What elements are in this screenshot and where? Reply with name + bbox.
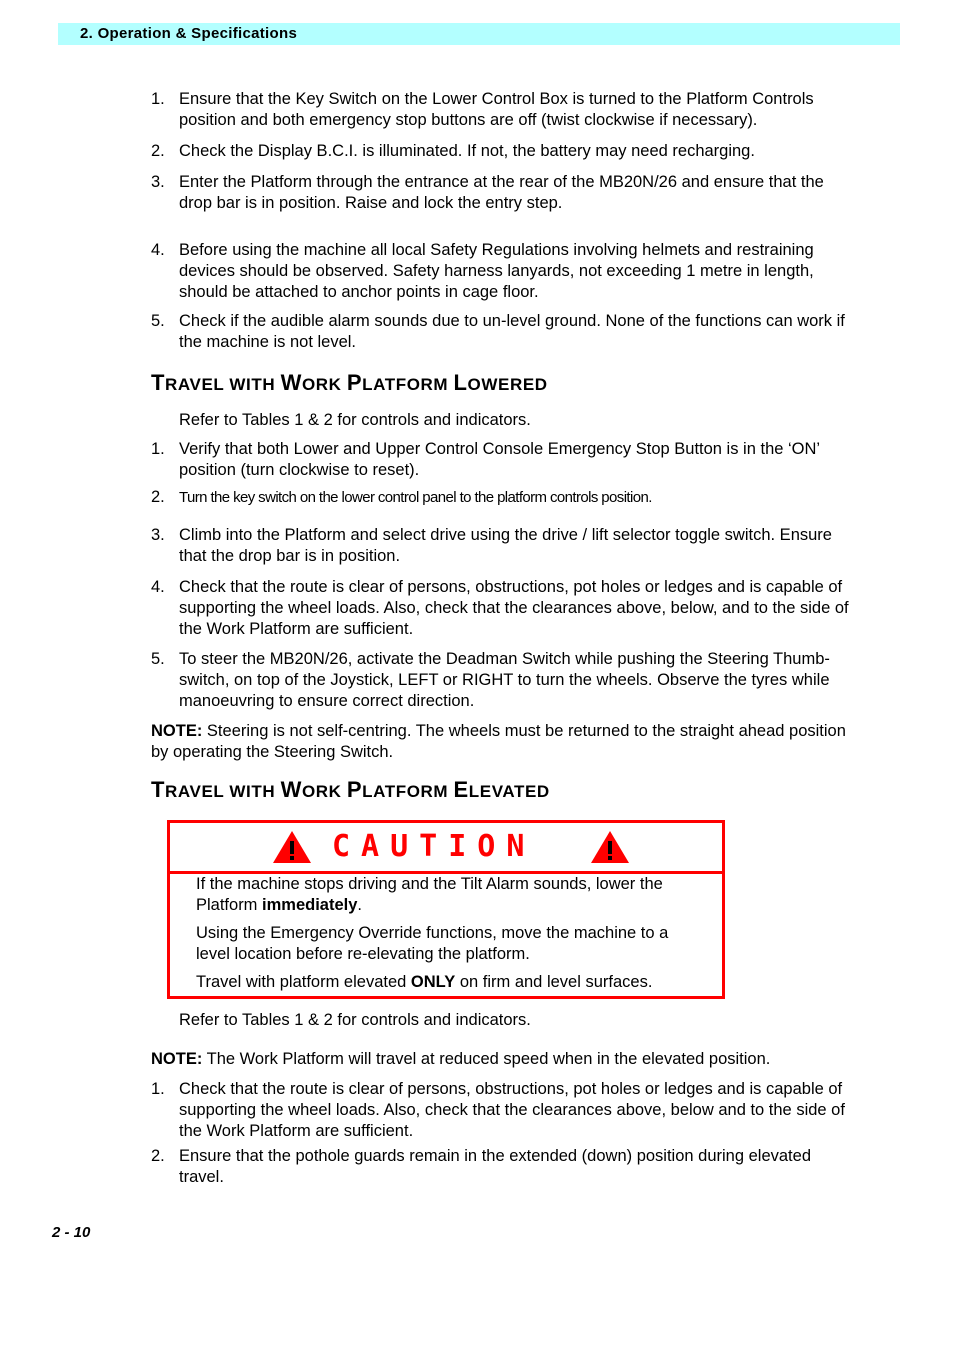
page-number: 2 - 10 — [52, 1224, 91, 1241]
list-text: Check if the audible alarm sounds due to un-level ground. None of the functions can work if the machine is not level. — [179, 312, 845, 351]
caution-line-3: Travel with platform elevated ONLY on firm and level surfaces. — [196, 973, 653, 991]
list-number: 2. — [151, 488, 165, 506]
list-item — [151, 311, 851, 353]
list-text: Enter the Platform through the entrance at the rear of the MB20N/26 and ensure that the drop bar is in position. Raise and lock the entry step. — [179, 173, 824, 212]
list-number: 3. — [151, 526, 165, 544]
list-text: Check that the route is clear of persons, obstructions, pot holes or ledges and is capable of supporting the wheel loads. Also, check that the clearances above, below, and to the side of the Work Platform are sufficient. — [179, 578, 849, 638]
note-label: NOTE: — [151, 1050, 203, 1068]
list-item — [151, 1079, 851, 1142]
caution-title: CAUTION — [332, 829, 536, 864]
note-reduced-speed — [151, 1049, 851, 1070]
section-header-bar — [58, 23, 900, 45]
list-text: Climb into the Platform and select drive using the drive / lift selector toggle switch. Ensure that the drop bar is in position. — [179, 526, 832, 565]
list-item — [151, 172, 851, 214]
section-title: 2. Operation & Specifications — [80, 25, 298, 42]
list-number: 1. — [151, 1080, 165, 1098]
list-number: 3. — [151, 173, 165, 191]
list-item — [151, 240, 851, 303]
list-item — [151, 1146, 851, 1188]
list-number: 4. — [151, 241, 165, 259]
list-text: Check the Display B.C.I. is illuminated. If not, the battery may need recharging. — [179, 142, 755, 160]
list-number: 1. — [151, 440, 165, 458]
list-item — [151, 141, 851, 162]
list-text: Turn the key switch on the lower control panel to the platform controls position. — [179, 489, 652, 506]
list-item — [151, 487, 851, 508]
warning-triangle-icon — [590, 830, 630, 864]
caution-line-2: Using the Emergency Override functions, move the machine to a level location before re-elevating the platform. — [196, 924, 669, 963]
list-number: 4. — [151, 578, 165, 596]
warning-triangle-icon — [272, 830, 312, 864]
section-heading-elevated: TRAVEL WITH WORK PLATFORM ELEVATED — [151, 777, 550, 802]
caution-box — [167, 820, 725, 999]
list-item — [151, 577, 851, 640]
refer-text: Refer to Tables 1 & 2 for controls and indicators. — [179, 1011, 531, 1029]
note-steering — [151, 721, 851, 763]
list-number: 5. — [151, 650, 165, 668]
list-number: 5. — [151, 312, 165, 330]
list-item — [151, 439, 851, 481]
list-text: Ensure that the pothole guards remain in the extended (down) position during elevated travel. — [179, 1147, 811, 1186]
list-text: Ensure that the Key Switch on the Lower Control Box is turned to the Platform Controls position and both emergency stop buttons are off (twist clockwise if necessary). — [179, 90, 814, 129]
list-text: Verify that both Lower and Upper Control Console Emergency Stop Button is in the ‘ON’ position (turn clockwise to reset). — [179, 440, 820, 479]
list-item — [151, 525, 851, 567]
list-number: 1. — [151, 90, 165, 108]
note-text: The Work Platform will travel at reduced speed when in the elevated position. — [202, 1050, 771, 1068]
list-text: Check that the route is clear of persons, obstructions, pot holes or ledges and is capable of supporting the wheel loads. Also, check that the clearances above, below and to the side of the Work Platform are sufficient. — [179, 1080, 845, 1140]
caution-line-1: If the machine stops driving and the Tilt Alarm sounds, lower the Platform immediately. — [196, 875, 663, 914]
list-item — [151, 89, 851, 131]
caution-header — [170, 823, 722, 874]
section-heading-lowered: TRAVEL WITH WORK PLATFORM LOWERED — [151, 370, 548, 395]
list-number: 2. — [151, 1147, 165, 1165]
list-number: 2. — [151, 142, 165, 160]
list-text: To steer the MB20N/26, activate the Deadman Switch while pushing the Steering Thumb-switch, on top of the Joystick, LEFT or RIGHT to turn the wheels. Observe the tyres while manoeuvring to ensure correct direction. — [179, 650, 830, 710]
note-label: NOTE: — [151, 722, 203, 740]
list-text: Before using the machine all local Safety Regulations involving helmets and restraining devices should be observed. Safety harness lanyards, not exceeding 1 metre in length, should be attached to anchor points in cage floor. — [179, 241, 814, 301]
refer-text: Refer to Tables 1 & 2 for controls and indicators. — [179, 411, 531, 429]
list-item — [151, 649, 851, 712]
note-text: Steering is not self-centring. The wheels must be returned to the straight ahead position by operating the Steering Switch. — [151, 722, 846, 761]
